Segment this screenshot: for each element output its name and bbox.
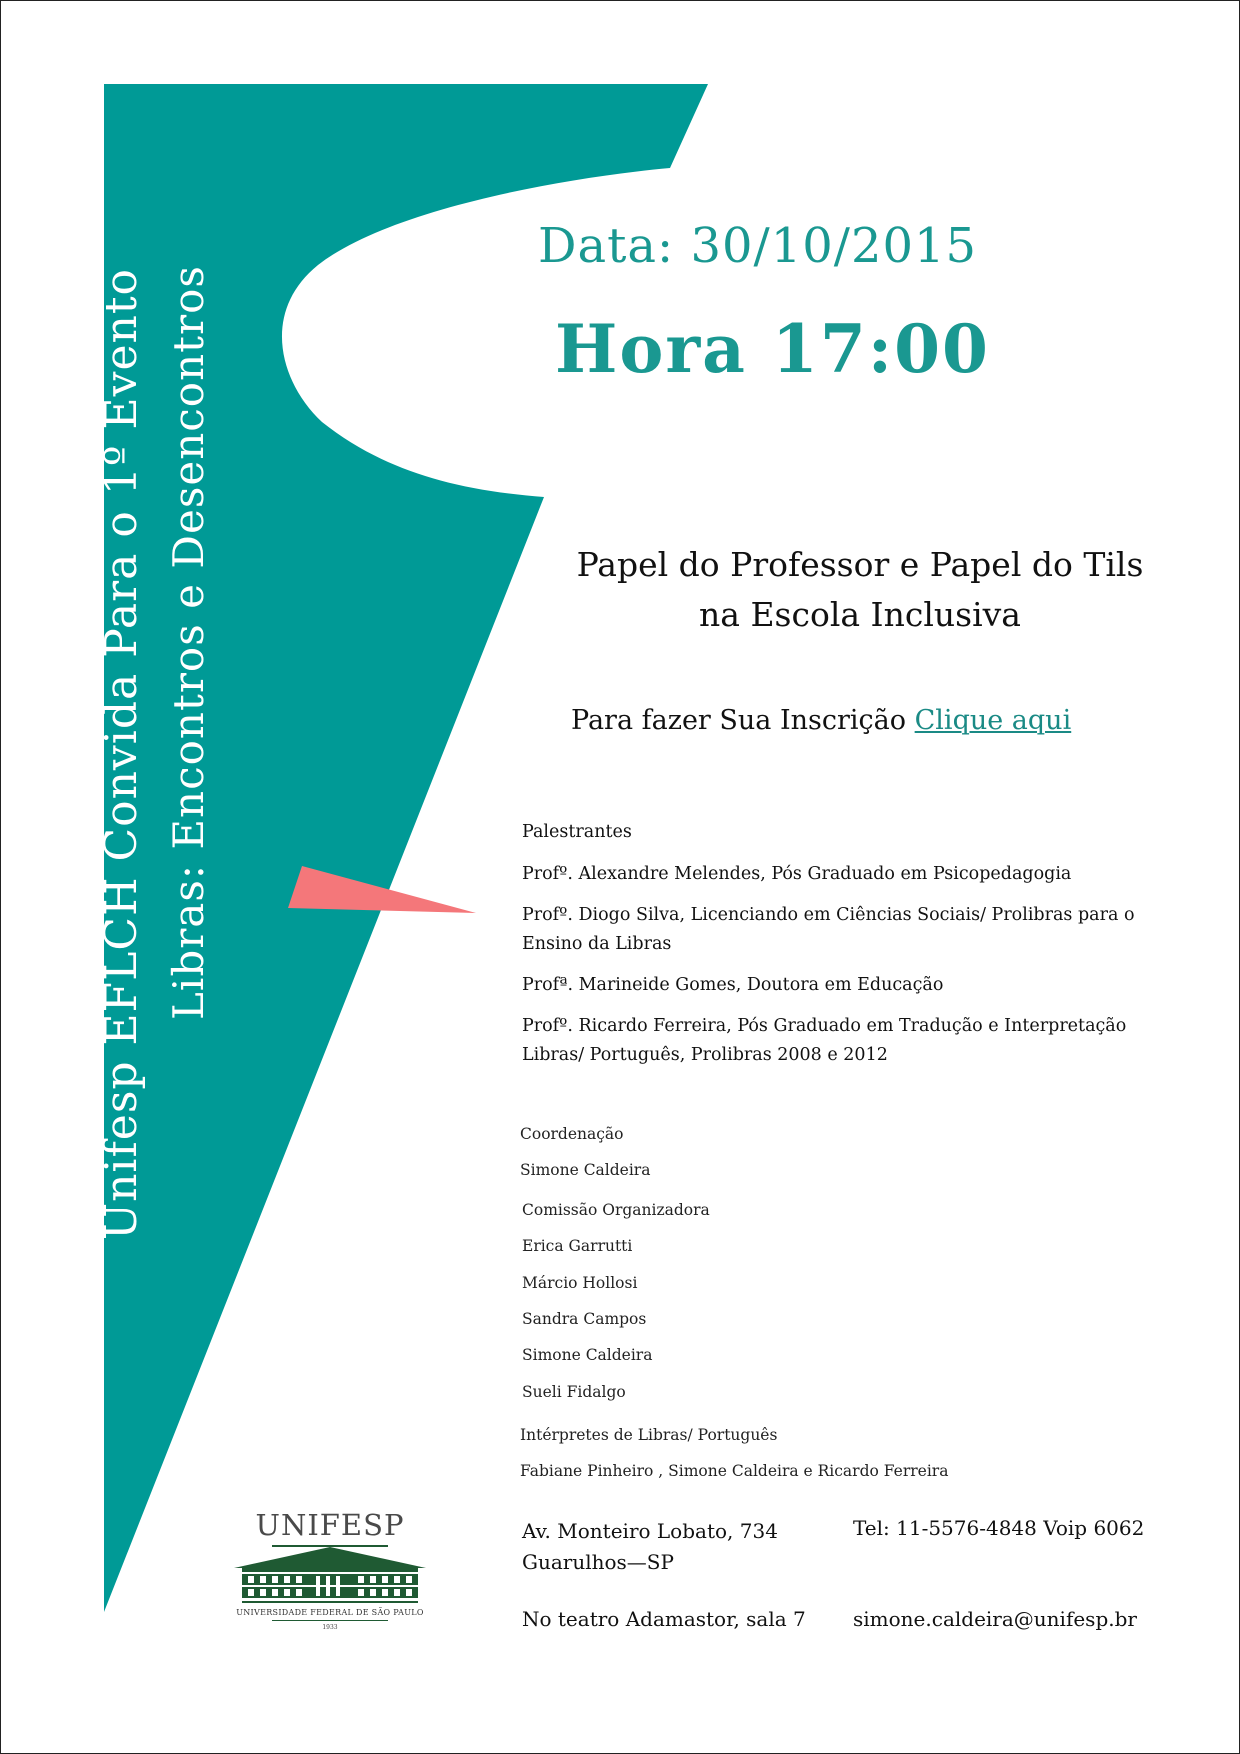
talk-title-line2: na Escola Inclusiva [699, 595, 1021, 634]
speakers-section [522, 822, 1142, 1082]
unifesp-logo [232, 1508, 428, 1630]
coordination-heading: Coordenação [520, 1125, 624, 1143]
phone: Tel: 11-5576-4848 Voip 6062 [853, 1516, 1145, 1540]
committee-member: Márcio Hollosi [522, 1274, 638, 1292]
speaker-item: Profº. Ricardo Ferreira, Pós Graduado em Tradução e Interpretação Libras/ Português, Prolibras 2008 e 2012 [522, 1016, 1127, 1065]
committee-member: Erica Garrutti [522, 1237, 633, 1255]
committee-member: Simone Caldeira [522, 1346, 653, 1364]
speaker-item: Profº. Diogo Silva, Licenciando em Ciências Sociais/ Prolibras para o Ensino da Libras [522, 905, 1135, 954]
address-line1: Av. Monteiro Lobato, 734 [522, 1519, 778, 1543]
logo-year: 1933 [322, 1624, 338, 1631]
venue: No teatro Adamastor, sala 7 [522, 1607, 806, 1631]
event-hour: Hora 17:00 [555, 310, 990, 388]
address [522, 1516, 778, 1578]
coordination-name: Simone Caldeira [520, 1161, 651, 1179]
speakers-heading: Palestrantes [522, 822, 632, 842]
email: simone.caldeira@unifesp.br [853, 1607, 1137, 1631]
event-date: Data: 30/10/2015 [538, 218, 978, 274]
interpreters-heading: Intérpretes de Libras/ Português [520, 1426, 778, 1444]
signup-link[interactable]: Clique aqui [914, 705, 1072, 736]
speaker-item: Profº. Alexandre Melendes, Pós Graduado em Psicopedagogia [522, 864, 1072, 884]
talk-title [540, 540, 1180, 640]
talk-title-line1: Papel do Professor e Papel do Tils [576, 545, 1144, 584]
sidebar-title-line1: Unifesp EFLCH Convida Para o 1º Evento [96, 267, 147, 1240]
signup-line [571, 705, 1071, 736]
committee-member: Sueli Fidalgo [522, 1383, 626, 1401]
signup-text: Para fazer Sua Inscrição [571, 705, 907, 736]
logo-name: UNIFESP [255, 1508, 405, 1542]
sidebar-title-line2: Libras: Encontros e Desencontros [164, 265, 213, 1020]
committee-heading: Comissão Organizadora [522, 1201, 710, 1219]
logo-subtitle: UNIVERSIDADE FEDERAL DE SÃO PAULO [236, 1608, 424, 1617]
committee-member: Sandra Campos [522, 1310, 647, 1328]
interpreters-names: Fabiane Pinheiro , Simone Caldeira e Ricardo Ferreira [520, 1462, 949, 1480]
address-line2: Guarulhos—SP [522, 1550, 674, 1574]
speaker-item: Profª. Marineide Gomes, Doutora em Educação [522, 975, 944, 995]
